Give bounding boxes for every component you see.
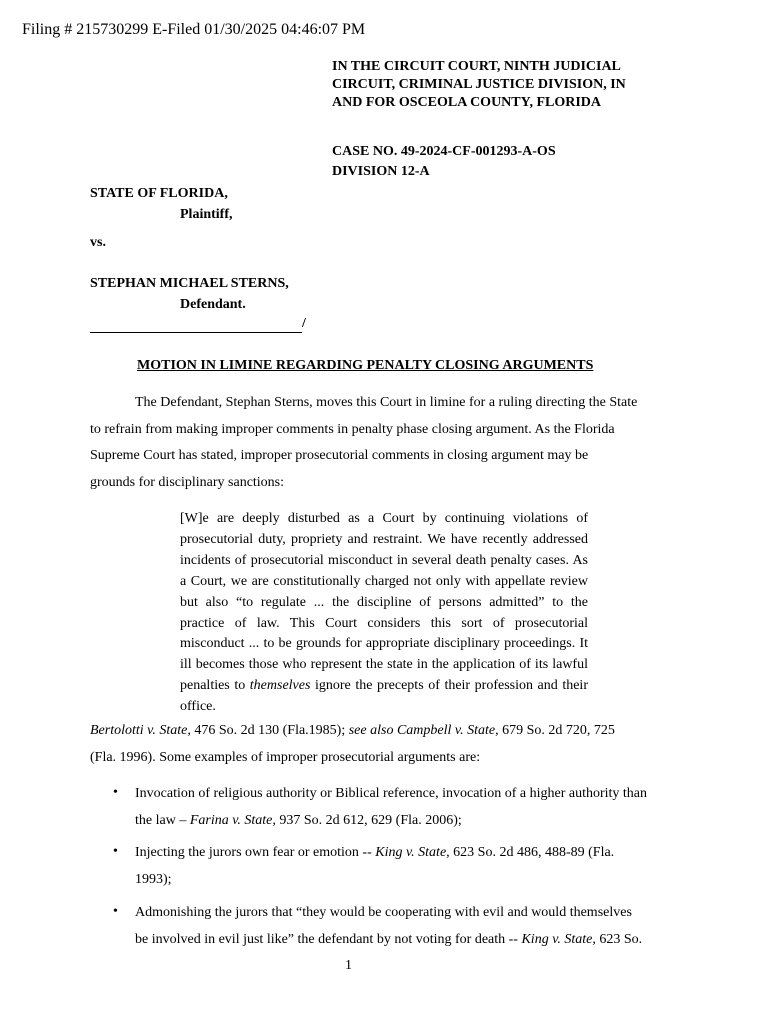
citation-line-2: (Fla. 1996). Some examples of improper prosecutorial arguments are: [90, 749, 481, 765]
bullet-2-line-2: 1993); [135, 871, 172, 887]
citation-case-1: Bertolotti v. State, [90, 723, 191, 738]
citation-see-also: see also Campbell v. State [348, 723, 496, 738]
bullet-2-pre: Injecting the jurors own fear or emotion -- [135, 845, 376, 860]
intro-paragraph [90, 390, 680, 496]
caption-slash: / [302, 316, 306, 331]
case-division: DIVISION 12-A [332, 164, 430, 179]
motion-title: MOTION IN LIMINE REGARDING PENALTY CLOSING ARGUMENTS [137, 358, 594, 373]
case-info [332, 142, 556, 182]
intro-line-2: to refrain from making improper comments in penalty phase closing argument. As the Florida [90, 421, 615, 437]
quote-text: [W]e are deeply disturbed as a Court by continuing violations of prosecutorial duty, propriety and restraint. We have recently addressed incidents of prosecutorial misconduct in several death penalty cases. As a Court, we are constitutionally charged not only with appellate review but also “to regulate ... the discipline of persons admitted” to the practice of law. This Court considers this sort of prosecutorial misconduct ... to be grounds for appropriate disciplinary proceedings. It ill becomes those who represent the state in the application of its lawful penalties to [180, 511, 588, 694]
court-line-1: IN THE CIRCUIT COURT, NINTH JUDICIAL [332, 59, 621, 74]
bullet-2-post: 623 So. 2d 486, 488-89 (Fla. [449, 845, 615, 860]
court-caption [332, 58, 692, 112]
intro-line-3: Supreme Court has stated, improper prosecutorial comments in closing argument may be [90, 448, 589, 463]
block-quote [180, 509, 588, 718]
bullet-1-line-2 [135, 808, 680, 835]
citation-line-1 [90, 718, 680, 745]
bullet-1-case: Farina v. State, [189, 812, 276, 828]
bullet-3 [135, 900, 680, 953]
court-line-3: AND FOR OSCEOLA COUNTY, FLORIDA [332, 95, 602, 110]
bullet-3-line-1: Admonishing the jurors that “they would be cooperating with evil and would themselves [135, 905, 632, 920]
bullet-1-line-1: Invocation of religious authority or Biblical reference, invocation of a higher authority than [135, 786, 647, 801]
bullet-3-pre: be involved in evil just like” the defendant by not voting for death -- [135, 931, 522, 947]
bullet-1-post: 937 So. 2d 612, 629 (Fla. 2006); [275, 812, 462, 828]
bullet-3-case: King v. State, [521, 931, 596, 947]
page-number: 1 [345, 958, 352, 973]
versus: vs. [90, 235, 106, 250]
bullet-3-post: 623 So. [595, 931, 643, 947]
bullet-2-line-1 [135, 840, 680, 867]
plaintiff-role: Plaintiff, [180, 207, 233, 222]
bullet-2-dot: • [113, 844, 118, 859]
court-line-2: CIRCUIT, CRIMINAL JUSTICE DIVISION, IN [332, 77, 626, 92]
bullet-3-dot: • [113, 904, 118, 919]
quote-text-end: ignore the precepts of their profession and their office. [180, 678, 588, 715]
bullet-2 [135, 840, 680, 893]
bullet-1 [135, 781, 680, 834]
citation-cite-1: 476 So. 2d 130 (Fla.1985); [190, 723, 349, 738]
bullet-3-line-2 [135, 927, 680, 954]
case-number: CASE NO. 49-2024-CF-001293-A-OS [332, 144, 556, 159]
caption-line [90, 318, 302, 333]
quote-italic: themselves [249, 678, 311, 694]
bullet-1-dot: • [113, 785, 118, 800]
bullet-2-case: King v. State, [375, 845, 450, 860]
defendant-name: STEPHAN MICHAEL STERNS, [90, 276, 289, 291]
intro-line-4: grounds for disciplinary sanctions: [90, 474, 285, 490]
filing-header: Filing # 215730299 E-Filed 01/30/2025 04:46:07 PM [22, 21, 366, 38]
intro-line-1: The Defendant, Stephan Sterns, moves this Court in limine for a ruling directing the State [135, 395, 638, 410]
citation-cite-2: , 679 So. 2d 720, 725 [495, 723, 615, 738]
plaintiff-name: STATE OF FLORIDA, [90, 186, 228, 201]
defendant-role: Defendant. [180, 297, 246, 312]
citation-paragraph [90, 718, 680, 771]
bullet-1-pre: the law – [135, 812, 190, 828]
